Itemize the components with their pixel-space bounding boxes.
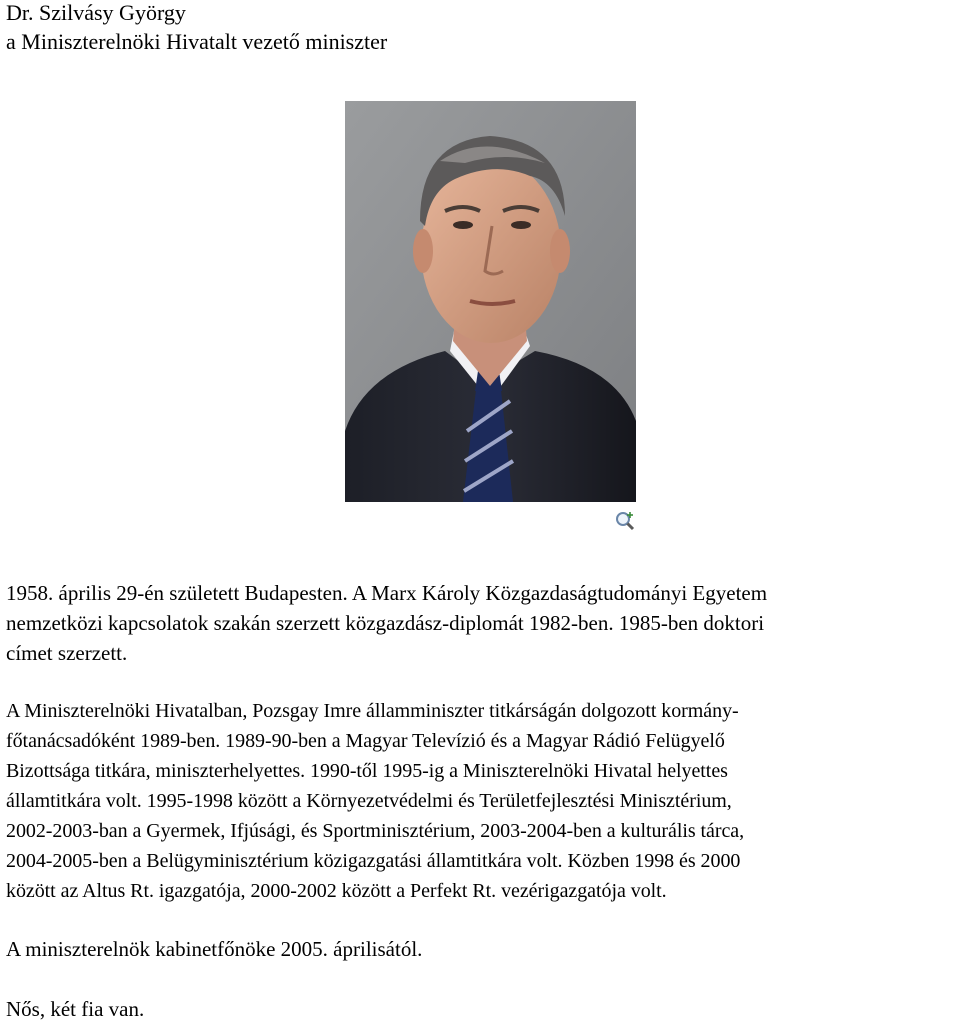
bio-paragraph-birth xyxy=(6,578,956,668)
bio-line: Nős, két fia van. xyxy=(6,997,145,1021)
bio-line: főtanácsadóként 1989-ben. 1989-90-ben a Magyar Televízió és a Magyar Rádió Felügyelő xyxy=(6,730,725,752)
bio-line: Bizottsága titkára, miniszterhelyettes. 1990-től 1995-ig a Miniszterelnöki Hivatal helyettes xyxy=(6,760,728,782)
bio-paragraph-career xyxy=(6,696,956,906)
bio-line: címet szerzett. xyxy=(6,641,128,665)
page-header xyxy=(6,0,387,56)
bio-paragraph-family xyxy=(6,994,956,1024)
bio-line: A Miniszterelnöki Hivatalban, Pozsgay Imre államminiszter titkárságán dolgozott kormány- xyxy=(6,700,739,722)
bio-line: között az Altus Rt. igazgatója, 2000-2002 között a Perfekt Rt. vezérigazgatója volt. xyxy=(6,880,667,902)
bio-line: A miniszterelnök kabinetfőnöke 2005. áprilisától. xyxy=(6,937,423,961)
person-position: a Miniszterelnöki Hivatalt vezető miniszter xyxy=(6,29,388,54)
bio-line: 2002-2003-ban a Gyermek, Ifjúsági, és Sportminisztérium, 2003-2004-ben a kulturális tárca, xyxy=(6,820,745,842)
person-name: Dr. Szilvásy György xyxy=(6,0,186,25)
bio-line: 2004-2005-ben a Belügyminisztérium közigazgatási államtitkára volt. Közben 1998 és 2000 xyxy=(6,850,741,872)
magnifier-plus-icon[interactable] xyxy=(614,510,636,532)
bio-line: nemzetközi kapcsolatok szakán szerzett közgazdász-diplomát 1982-ben. 1985-ben doktori xyxy=(6,611,765,635)
bio-line: 1958. április 29-én született Budapesten. A Marx Károly Közgazdaságtudományi Egyetem xyxy=(6,581,768,605)
bio-line: államtitkára volt. 1995-1998 között a Környezetvédelmi és Területfejlesztési Minisztérium, xyxy=(6,790,732,812)
portrait-photo xyxy=(345,101,636,502)
bio-paragraph-chief-of-staff xyxy=(6,934,956,964)
